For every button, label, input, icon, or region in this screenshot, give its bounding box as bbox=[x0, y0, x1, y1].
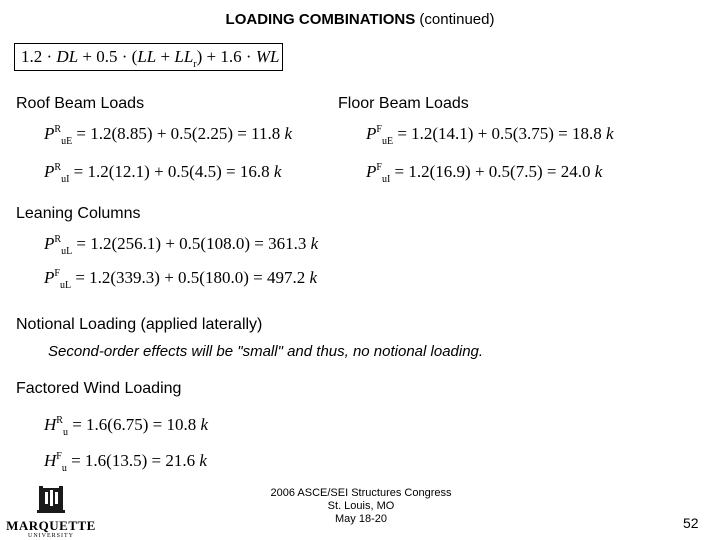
title-bold: LOADING COMBINATIONS bbox=[225, 11, 416, 28]
load-combination-formula: 1.2 · DL + $0.5 \cdot (LL + LL_r) + 1.6$ · WL bbox=[14, 43, 283, 71]
footer-conference bbox=[236, 487, 486, 526]
leaning-heading: Leaning Columns bbox=[16, 205, 141, 222]
title-suffix: (continued) bbox=[415, 11, 495, 28]
eq-floor-ue: $P^F_{uE} = 1.2(14.1) + 0.5(3.75) = 18.8$ k bbox=[366, 124, 614, 147]
page-number: 52 bbox=[683, 515, 699, 531]
eq-lean-f: $P^F_{uL} = 1.2(339.3) + 0.5(180.0) = 497.2$ k bbox=[44, 268, 318, 291]
page-title bbox=[0, 11, 720, 28]
wind-heading: Factored Wind Loading bbox=[16, 380, 182, 397]
footer-line-2: St. Louis, MO bbox=[327, 500, 395, 512]
formula-ll: LL bbox=[137, 47, 157, 66]
eq-lean-r: $P^R_{uL} = 1.2(256.1) + 0.5(108.0) = 361.3$ k bbox=[44, 234, 319, 257]
marquette-logo bbox=[5, 484, 97, 539]
eq-roof-ui: $P^R_{uI} = 1.2(12.1) + 0.5(4.5) = 16.8$ k bbox=[44, 162, 282, 185]
footer-line-1: 2006 ASCE/SEI Structures Congress bbox=[270, 487, 452, 499]
university-seal-icon bbox=[5, 484, 97, 514]
logo-name: MARQUETTE bbox=[6, 518, 96, 533]
eq-wind-r: $H^R_u = 1.6(6.75) = 10.8$ k bbox=[44, 415, 208, 438]
footer-line-3: May 18-20 bbox=[335, 513, 387, 525]
formula-coef-1: 1.2 bbox=[21, 47, 43, 66]
formula-llr: LL bbox=[174, 47, 194, 66]
floor-heading: Floor Beam Loads bbox=[338, 95, 469, 112]
formula-coef-2: 0.5 bbox=[96, 47, 118, 66]
eq-floor-ui: $P^F_{uI} = 1.2(16.9) + 0.5(7.5) = 24.0$ k bbox=[366, 162, 603, 185]
formula-coef-3: 1.6 bbox=[220, 47, 242, 66]
formula-wl: WL bbox=[255, 47, 280, 66]
notional-heading: Notional Loading (applied laterally) bbox=[16, 316, 263, 333]
eq-roof-ue: $P^R_{uE} = 1.2(8.85) + 0.5(2.25) = 11.8$ k bbox=[44, 124, 292, 147]
formula-dl: DL bbox=[56, 47, 79, 66]
notional-note: Second-order effects will be "small" and thus, no notional loading. bbox=[48, 343, 484, 360]
eq-wind-f: $H^F_u = 1.6(13.5) = 21.6$ k bbox=[44, 451, 207, 474]
roof-heading: Roof Beam Loads bbox=[16, 95, 145, 112]
logo-sub: UNIVERSITY bbox=[28, 533, 74, 539]
